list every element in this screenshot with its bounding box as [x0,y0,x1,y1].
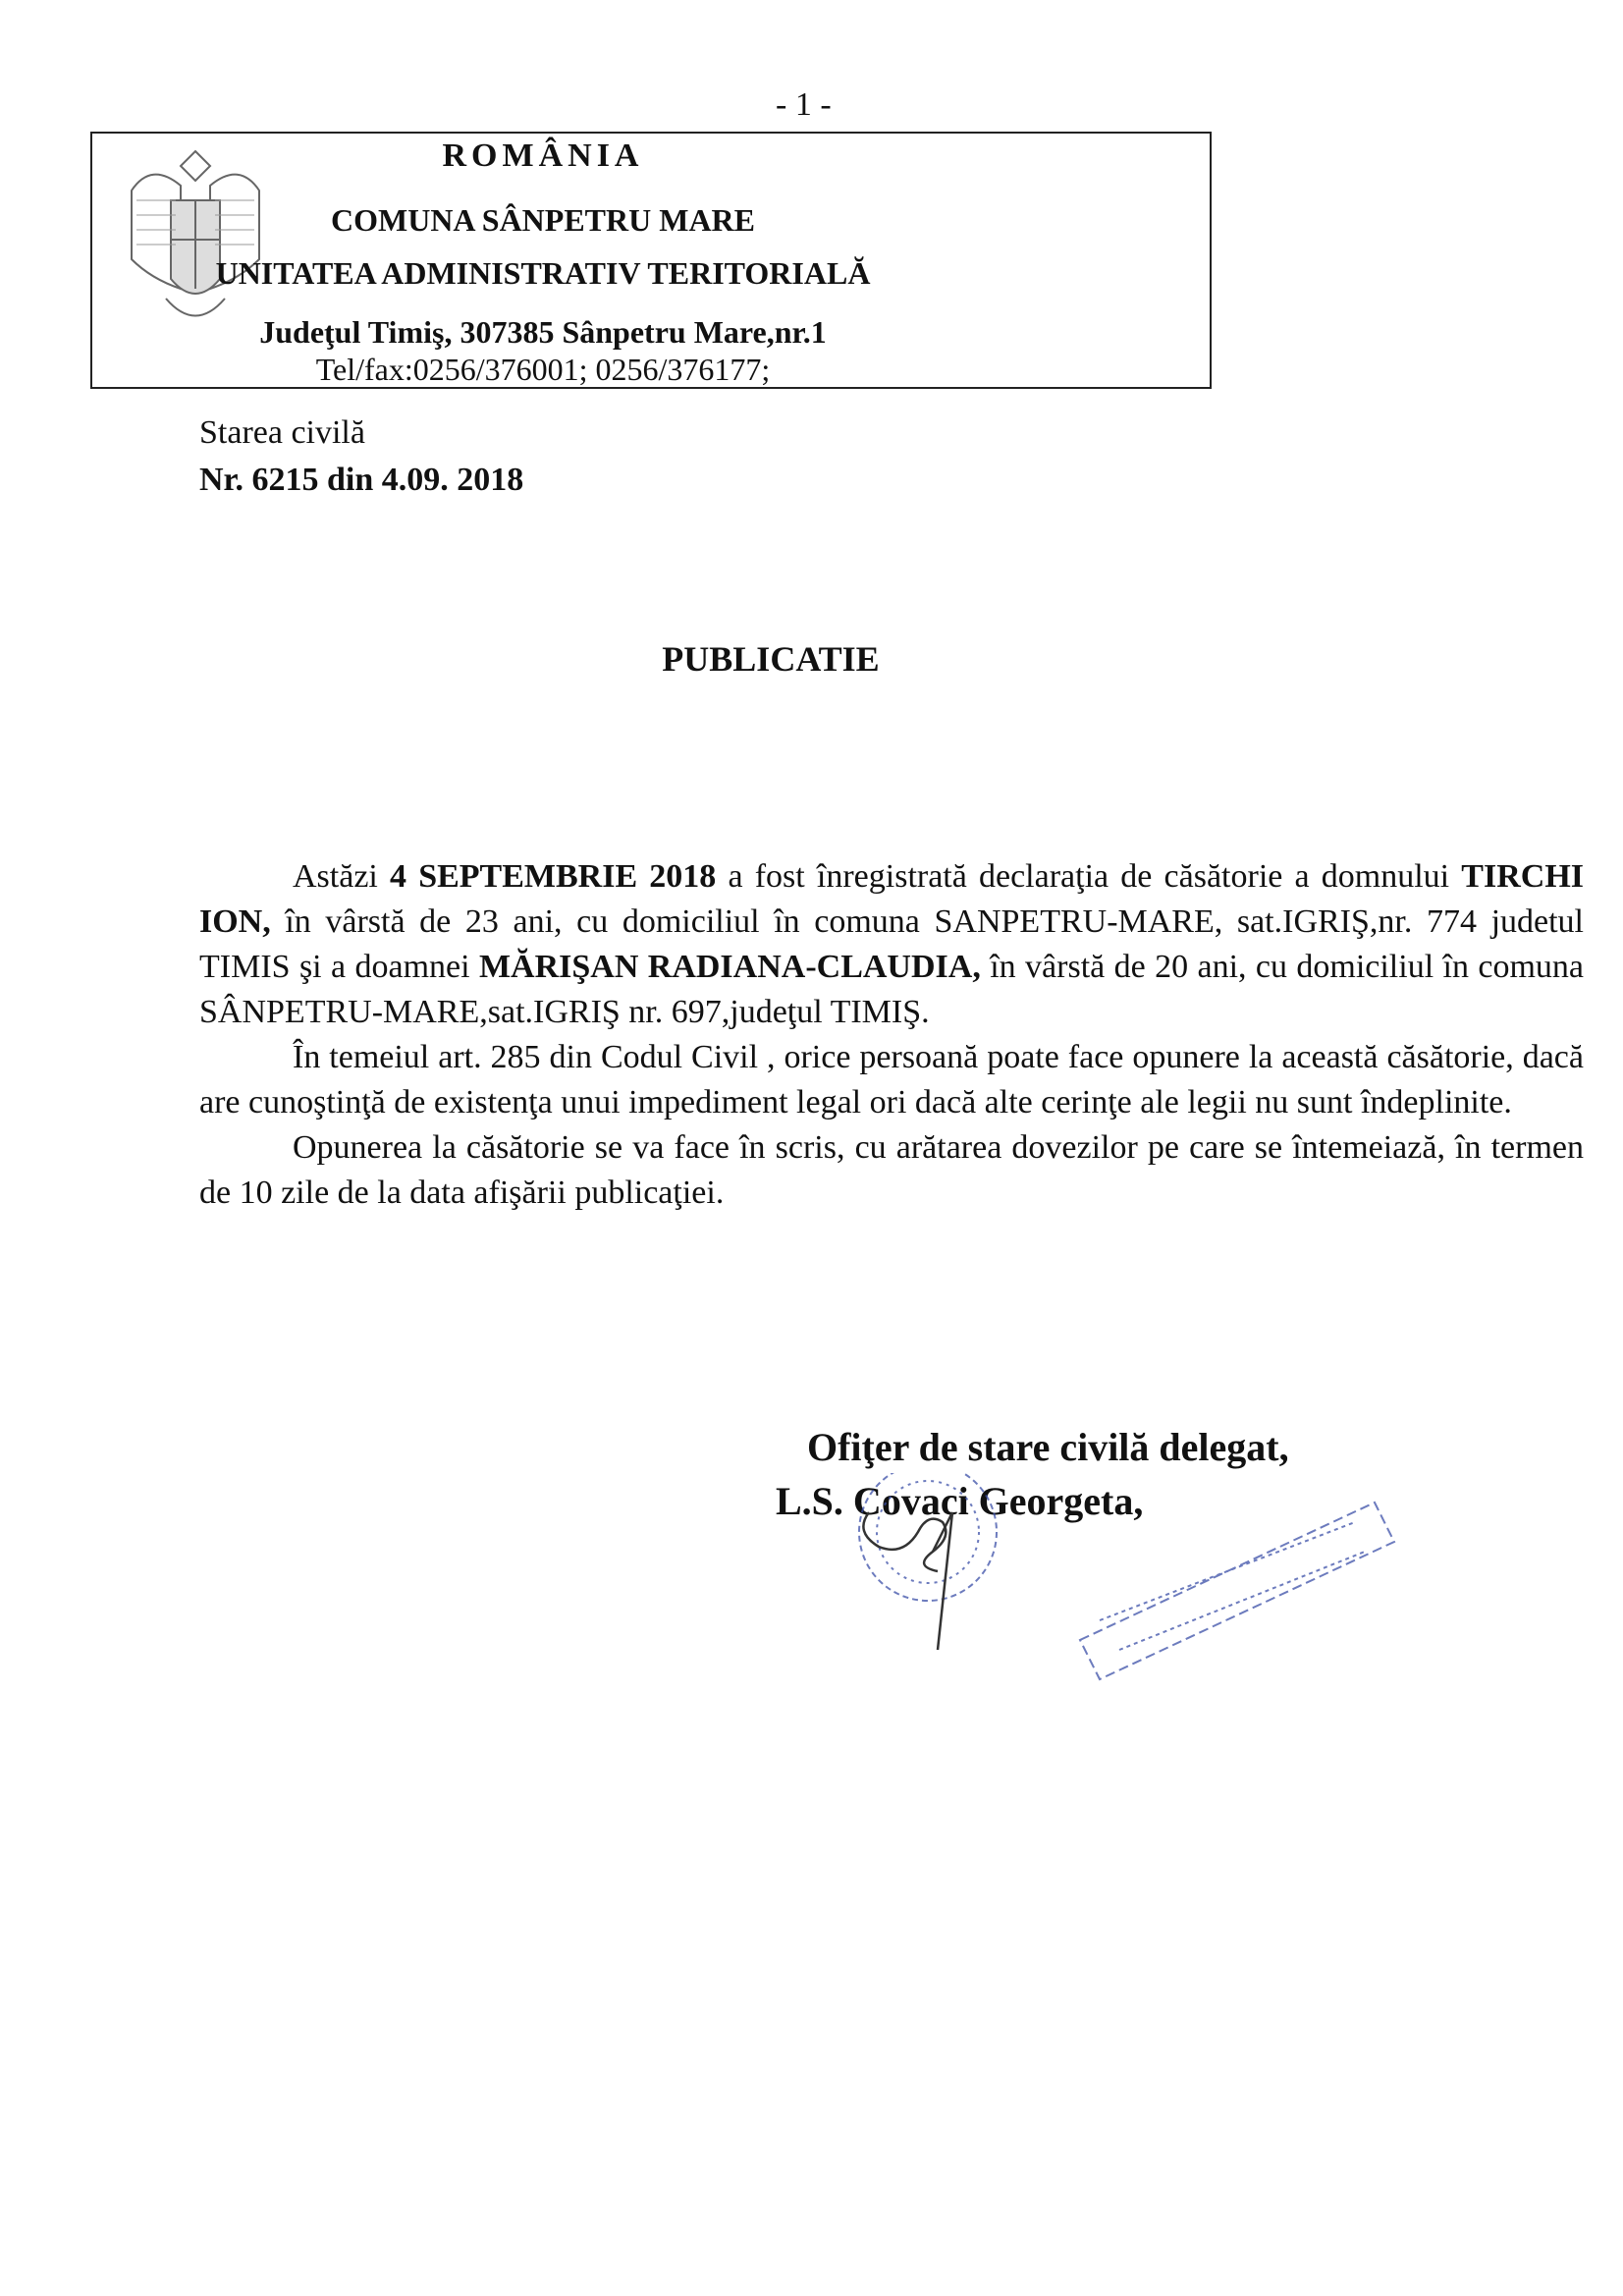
letterhead-box [90,132,1212,389]
document-title: PUBLICATIE [662,639,880,679]
declaration-date: 4 SEPTEMBRIE 2018 [390,858,717,895]
stamp-and-signature-icon [835,1473,1443,1709]
paragraph-declaration: Astăzi 4 SEPTEMBRIE 2018 a fost înregistrată declaraţia de căsătorie a domnului TIRCHI ION, în vârstă de 23 ani, cu domiciliul în comuna SANPETRU-MARE, sat.IGRIŞ,nr. 774 judetul TIMIS şi a doamnei MĂRIŞAN RADIANA-CLAUDIA, în vârstă de 20 ani, cu domiciliul în comuna SÂNPETRU-MARE,sat.IGRIŞ nr. 697,judeţul TIMIŞ. [199,858,1584,1030]
bride-name: MĂRIŞAN RADIANA-CLAUDIA, [478,949,981,985]
header-phone: Tel/fax:0256/376001; 0256/376177; [315,352,771,387]
header-unit: UNITATEA ADMINISTRATIV TERITORIALĂ [215,255,871,291]
signature-name: L.S. Covaci Georgeta, [776,1479,1144,1523]
header-commune: COMUNA SÂNPETRU MARE [331,202,755,238]
header-country: ROMÂNIA [442,137,644,174]
document-body [199,854,1584,1216]
paragraph-legal-basis: În temeiul art. 285 din Codul Civil , orice persoană poate face opunere la această căsătorie, dacă are cunoştinţă de existenţa unui impediment legal ori dacă alte cerinţe ale legii nu sunt îndeplinite. [199,1039,1584,1121]
groom-name: TIRCHI ION, [199,858,1584,940]
paragraph-opposition: Opunerea la căsătorie se va face în scris, cu arătarea dovezilor pe care se întemeiază, în termen de 10 zile de la data afişării publicaţiei. [199,1129,1584,1211]
signature-title: Ofiţer de stare civilă delegat, [807,1425,1289,1469]
registration-number: Nr. 6215 din 4.09. 2018 [199,462,524,498]
registration-department: Starea civilă [199,414,365,451]
page-number: - 1 - [776,86,832,123]
header-address: Judeţul Timiş, 307385 Sânpetru Mare,nr.1 [259,314,827,350]
